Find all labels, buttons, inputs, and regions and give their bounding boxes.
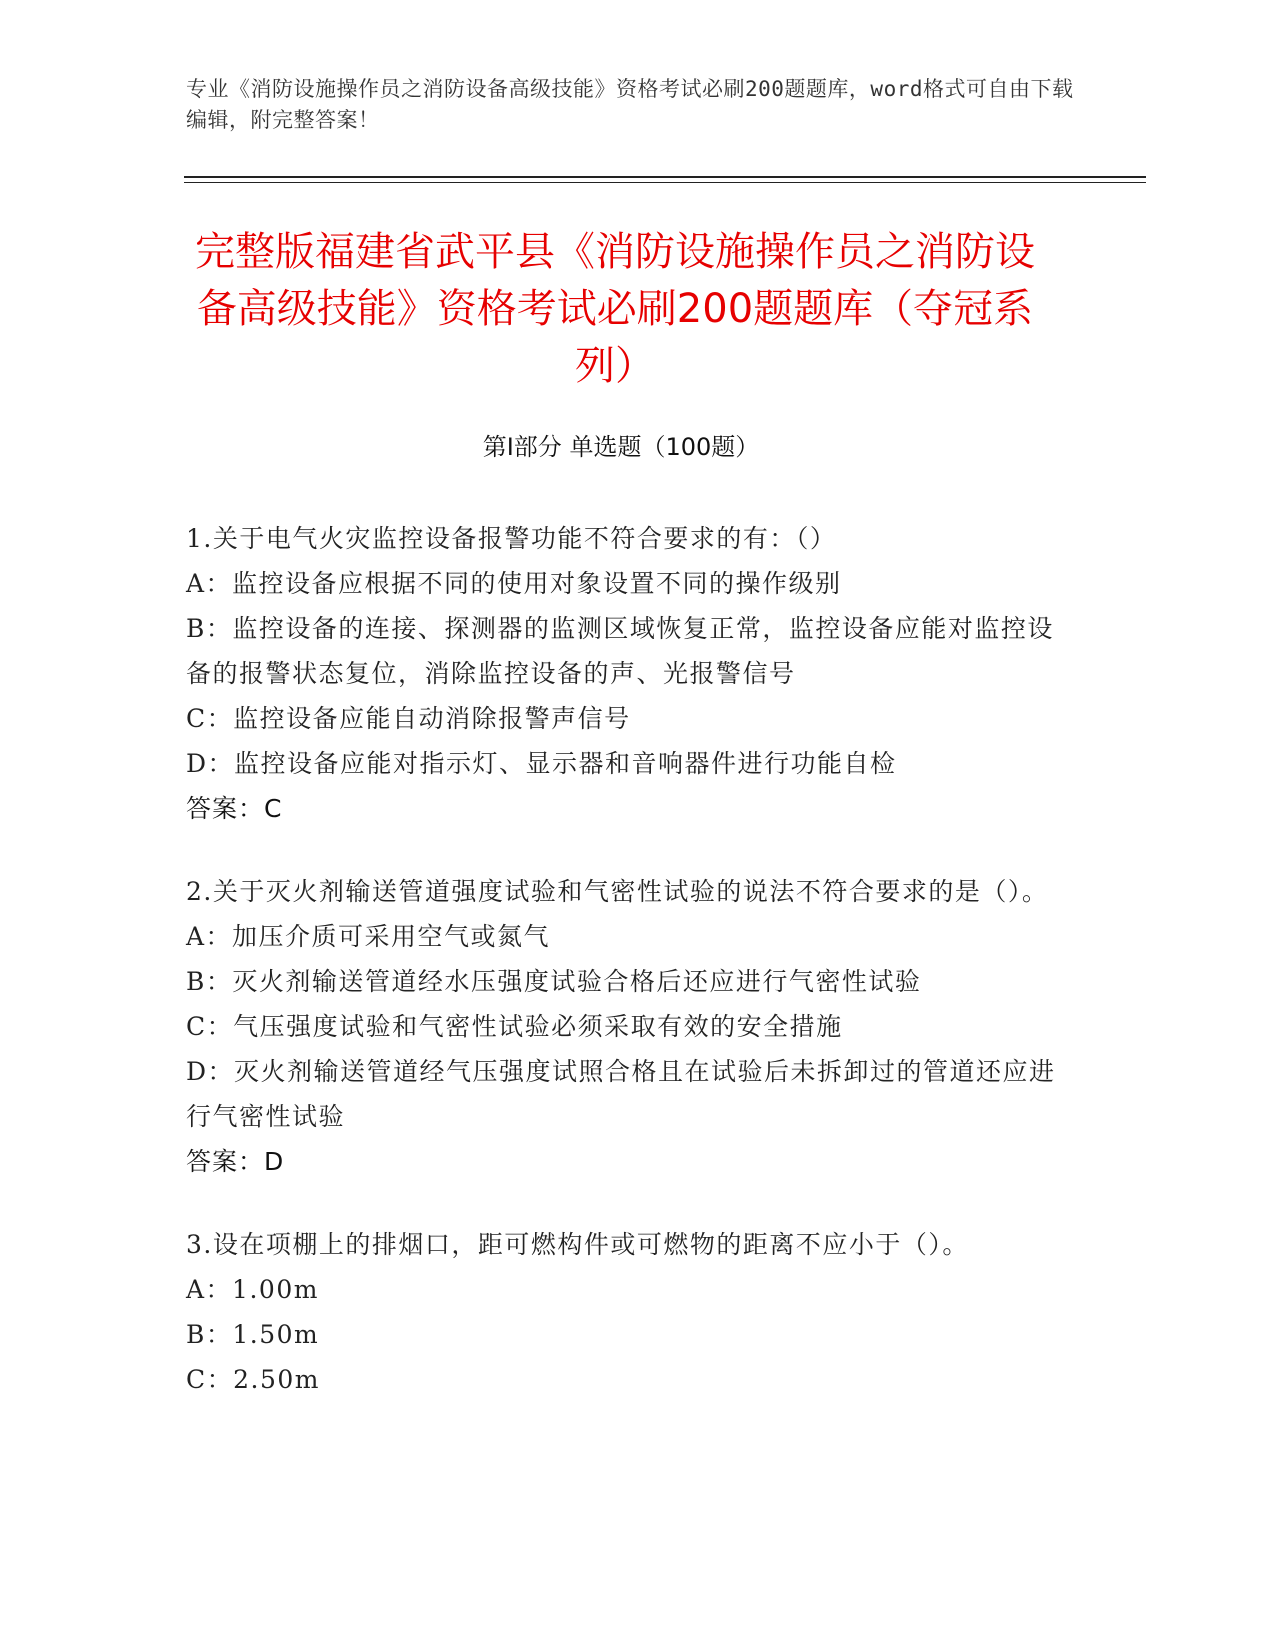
question-list [186,516,1066,1440]
question-3 [186,1222,1066,1402]
question-stem: 3.设在项棚上的排烟口，距可燃构件或可燃物的距离不应小于（）。 [186,1230,969,1259]
question-stem: 1.关于电气火灾监控设备报警功能不符合要求的有：（） [186,524,837,553]
header-note: 专业《消防设施操作员之消防设备高级技能》资格考试必刷200题题库，word格式可自由下载编辑，附完整答案！ [186,77,1074,132]
option-a: A：加压介质可采用空气或氮气 [186,922,551,951]
header-divider-thick [184,176,1146,178]
option-a: A：1.00m [186,1275,319,1304]
option-c: C：2.50m [186,1365,320,1394]
header-divider-thin [184,182,1146,183]
document-title: 完整版福建省武平县《消防设施操作员之消防设备高级技能》资格考试必刷200题题库（夺冠系列） [195,229,1035,389]
option-b: B：灭火剂输送管道经水压强度试验合格后还应进行气密性试验 [186,967,922,996]
answer-line: 答案：C [186,794,283,823]
option-a: A：监控设备应根据不同的使用对象设置不同的操作级别 [186,569,842,598]
option-c: C：气压强度试验和气密性试验必须采取有效的安全措施 [186,1012,843,1041]
question-2 [186,869,1066,1184]
section-title: 第I部分 单选题（100题） [482,433,760,461]
question-stem: 2.关于灭火剂输送管道强度试验和气密性试验的说法不符合要求的是（）。 [186,877,1049,906]
option-d: D：灭火剂输送管道经气压强度试照合格且在试验后未拆卸过的管道还应进行气密性试验 [186,1057,1056,1131]
option-d: D：监控设备应能对指示灯、显示器和音响器件进行功能自检 [186,749,897,778]
option-b: B：监控设备的连接、探测器的监测区域恢复正常，监控设备应能对监控设备的报警状态复位，消除监控设备的声、光报警信号 [186,614,1054,688]
question-1 [186,516,1066,831]
option-c: C：监控设备应能自动消除报警声信号 [186,704,631,733]
option-b: B：1.50m [186,1320,320,1349]
answer-line: 答案：D [186,1147,285,1176]
